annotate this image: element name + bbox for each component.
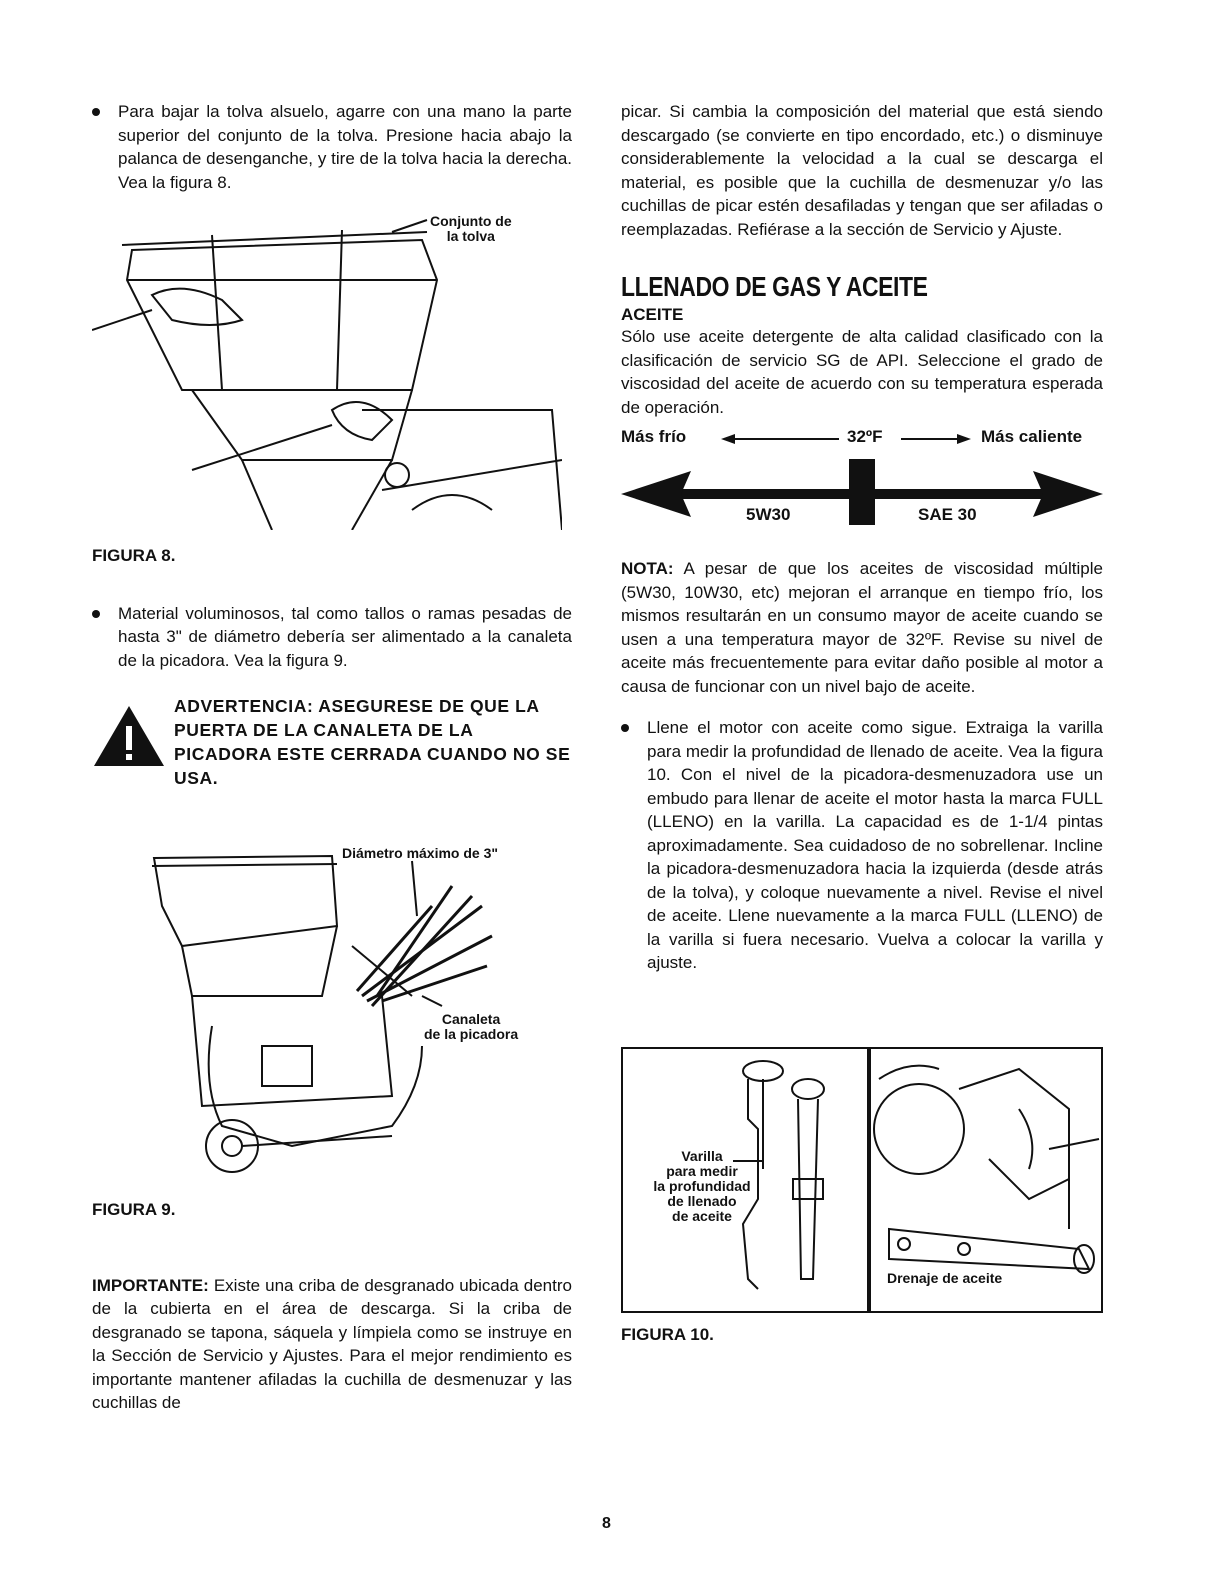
right-column: [621, 100, 1103, 1346]
subheading-oil: ACEITE: [621, 305, 684, 324]
callout-max-diameter: Diámetro máximo de 3": [342, 845, 499, 861]
figure-10-panel-drain: [867, 1047, 1103, 1313]
nota-text: A pesar de que los aceites de viscosidad múltiple (5W30, 10W30, etc) mejoran el arranque en tiempo frío, los mismos resultarán en un consumo mayor de aceite cuando se usen a una temperatura mayor de 32ºF. Revise su nivel de aceite más frecuentemente para evitar daño posible al motor a causa de funcionar con un nivel bajo de aceite.: [621, 559, 1103, 696]
nota-paragraph: [621, 557, 1103, 698]
temperature-scale: [621, 423, 1103, 453]
callout-line: Varilla: [681, 1147, 723, 1164]
arrow-right-icon: [901, 429, 971, 449]
figure-10-panel-dipstick: [621, 1047, 871, 1313]
viscosity-chart: [621, 459, 1103, 539]
hopper-illustration: [92, 210, 562, 530]
figure-10-caption: FIGURA 10.: [621, 1324, 714, 1344]
temp-hot-label: Más caliente: [981, 427, 1083, 446]
callout-hopper-assembly: [430, 214, 512, 244]
nota-label: NOTA:: [621, 559, 674, 578]
callout-line: de la picadora: [424, 1026, 519, 1042]
paragraph-oil: Sólo use aceite detergente de alta calidad clasificado con la clasificación de servicio SG de API. Seleccione el grado de viscosidad del aceite de acuerdo con su temperatura esperada de operación.: [621, 327, 1103, 417]
figure-8-caption: FIGURA 8.: [92, 546, 176, 565]
callout-chipper-chute: [424, 1012, 518, 1042]
arrow-left-icon: [721, 429, 841, 449]
callout-line: Conjunto de: [430, 213, 512, 229]
bullet-bulky-material: Material voluminosos, tal como tallos o ramas pesadas de hasta 3" de diámetro debería ser alimentado a la canaleta de la picadora. Vea la figura 9.: [92, 602, 572, 673]
bullet-lower-hopper: Para bajar la tolva alsuelo, agarre con una mano la parte superior del conjunto de la tolva. Presione hacia abajo la palanca de desenganche, y tire de la tolva hacia la derecha. Vea la figura 8.: [92, 100, 572, 194]
bullet-fill-oil: Llene el motor con aceite como sigue. Extraiga la varilla para medir la profundidad de llenado de aceite. Vea la figura 10. Con el nivel de la picadora-desmenuzadora use un embudo para llenar de aceite el motor hasta la marca FULL (LLENO) en la varilla. La capacidad es de 1-1/4 pintas aproximadamente. Sea cuidadoso de no sobrellenar. Incline la picadora-desmenuzadora hacia la izquierda (desde atrás de la tolva), y coloque nuevamente a nivel. Revise el nivel de aceite. Llene nuevamente a la marca FULL (LLENO) de la varilla si fuera necesario. Vuelva a colocar la varilla y ajuste.: [621, 716, 1103, 975]
callout-oil-drain: Drenaje de aceite: [883, 1269, 1006, 1288]
warning-triangle-icon: [92, 704, 166, 768]
callout-line: la tolva: [446, 228, 495, 244]
warning-block: [92, 694, 572, 790]
warning-text: ADVERTENCIA: ASEGURESE DE QUE LA PUERTA DE LA CANALETA DE LA PICADORA ESTE CERRADA CUANDO NO SE USA.: [174, 696, 571, 788]
callout-line: de llenado: [667, 1192, 737, 1209]
temp-cold-label: Más frío: [621, 427, 687, 446]
viscosity-high-label: SAE 30: [918, 505, 977, 524]
callout-line: Canaleta: [441, 1011, 501, 1027]
temp-mid-label: 32ºF: [847, 427, 883, 446]
callout-line: de aceite: [672, 1207, 732, 1224]
callout-line: para medir: [666, 1162, 738, 1179]
important-label: IMPORTANTE:: [92, 1275, 209, 1295]
callout-dipstick: [627, 1149, 777, 1224]
figure-9-caption: FIGURA 9.: [92, 1200, 176, 1219]
viscosity-arrows: [621, 459, 1103, 539]
section-heading: LLENADO DE GAS Y ACEITE: [621, 271, 928, 302]
important-text: Existe una criba de desgranado ubicada dentro de la cubierta en el área de descarga. Si la criba de desgranado se tapona, sáquela y límpiela como se instruye en la Sección de Servicio y Ajustes. Para el mejor rendimiento es importante mantener afiladas la cuchilla de desmenuzar y las cuchillas de: [92, 1275, 572, 1412]
viscosity-low-label: 5W30: [746, 505, 791, 524]
figure-8: [92, 210, 572, 540]
paragraph-dull-blades: picar. Si cambia la composición del material que está siendo descargado (se convierte en tipo encordado, etc.) o disminuye considerablemente la velocidad a la cual se descarga el material, es posible que la cuchilla de desmenuzar y/o las cuchillas de picar estén desafiladas y tengan que ser afiladas o reemplazadas. Refiérase a la sección de Servicio y Ajuste.: [621, 102, 1103, 239]
important-paragraph: [92, 1274, 572, 1415]
figure-9: [92, 846, 572, 1206]
page-number: 8: [602, 1515, 611, 1532]
left-column: [92, 100, 572, 1415]
figure-10: [621, 1047, 1103, 1315]
callout-line: la profundidad: [653, 1177, 751, 1194]
